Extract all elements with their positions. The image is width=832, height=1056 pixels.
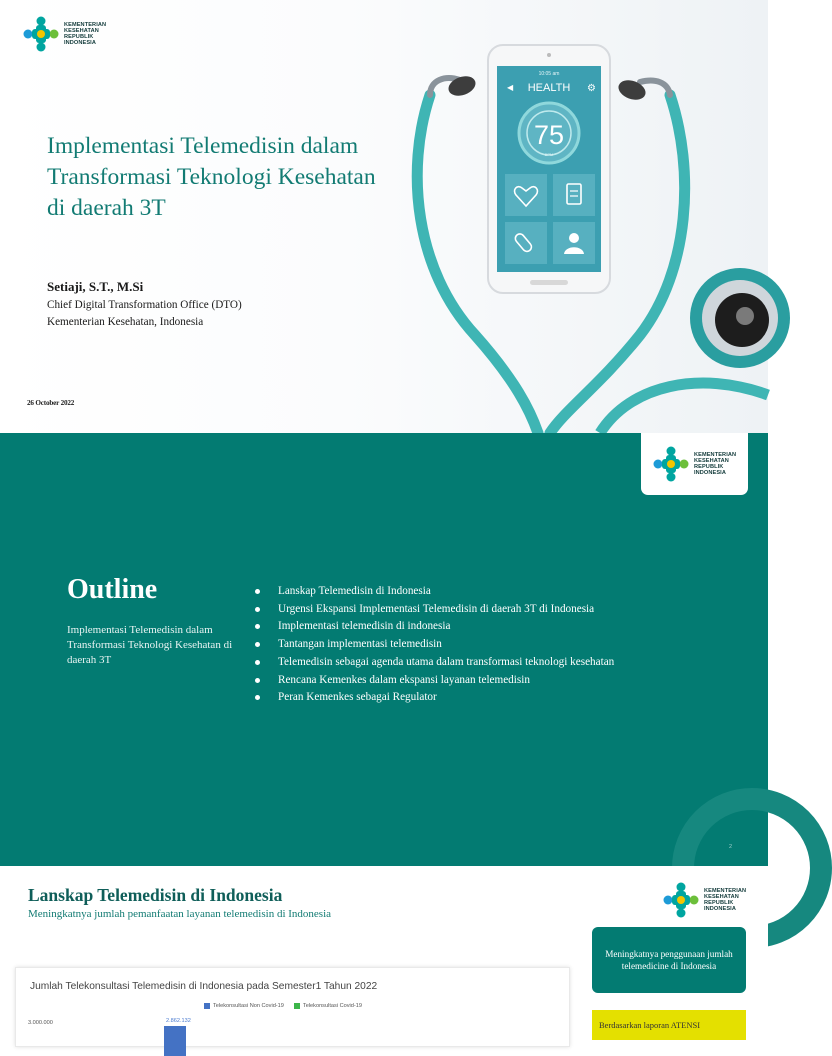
logo-line: REPUBLIK [704, 900, 734, 906]
callout-box: Meningkatnya penggunaan jumlah telemedicine di Indonesia [592, 927, 746, 993]
heart-rate-value: 75 [533, 120, 565, 150]
kemenkes-logo [662, 881, 746, 919]
title-slide [0, 0, 768, 433]
logo-card [641, 433, 748, 495]
bar-non-covid [164, 1026, 186, 1056]
kemenkes-logo-icon [22, 15, 60, 53]
landscape-slide [0, 866, 768, 1030]
chart-title: Jumlah Telekonsultasi Telemedisin di Indonesia pada Semester1 Tahun 2022 [30, 981, 378, 992]
kemenkes-logo-icon [652, 445, 690, 483]
legend-item-non-covid [204, 1003, 284, 1009]
logo-line: REPUBLIK [64, 34, 94, 40]
logo-line: INDONESIA [64, 40, 96, 47]
phone-tile [505, 222, 547, 264]
stethoscope-phone-illustration [400, 0, 768, 433]
legend-label: Telekonsultasi Covid-19 [302, 1003, 362, 1009]
title-line: Implementasi Telemedisin dalam [47, 133, 359, 159]
source-note-box [592, 1010, 746, 1040]
phone-tile [505, 174, 547, 216]
kemenkes-logo-text [704, 888, 746, 913]
telekonsultasi-chart [15, 967, 570, 1047]
logo-line: REPUBLIK [694, 464, 724, 470]
outline-item: Lanskap Telemedisin di Indonesia [254, 583, 614, 601]
legend-swatch-non-covid [204, 1003, 210, 1009]
logo-line: KEMENTERIAN [694, 451, 737, 458]
chart-legend [204, 1003, 362, 1009]
phone-status-time: 10:05 am [538, 71, 560, 77]
logo-line: INDONESIA [694, 470, 726, 477]
title-line: di daerah 3T [47, 195, 166, 221]
kemenkes-logo [652, 445, 736, 483]
presentation-date: 26 October 2022 [27, 399, 75, 407]
page-number: 2 [729, 844, 733, 850]
title-line: Transformasi Teknologi Kesehatan [47, 164, 376, 190]
bar-data-label: 2.862.132 [166, 1018, 191, 1024]
source-note-text: Berdasarkan laporan ATENSI [599, 1020, 701, 1030]
logo-line: KEMENTERIAN [64, 21, 107, 28]
heart-rate-unit: BPM [544, 152, 554, 157]
logo-line: KEMENTERIAN [704, 887, 747, 894]
outline-item: Urgensi Ekspansi Implementasi Telemedisin di daerah 3T di Indonesia [254, 601, 614, 619]
back-arrow-icon: ◀ [507, 83, 514, 92]
doctor-icon [569, 233, 579, 243]
outline-subtitle: Implementasi Telemedisin dalam Transformasi Teknologi Kesehatan di daerah 3T [67, 624, 233, 666]
author-role [47, 297, 242, 330]
kemenkes-logo-icon [662, 881, 700, 919]
outline-item: Rencana Kemenkes dalam ekspansi layanan telemedisin [254, 672, 614, 690]
role-line: Kementerian Kesehatan, Indonesia [47, 315, 204, 328]
legend-label: Telekonsultasi Non Covid-19 [213, 1003, 284, 1009]
legend-swatch-covid [294, 1003, 300, 1009]
y-tick-label: 3.000.000 [28, 1020, 53, 1026]
gear-icon: ⚙ [587, 83, 596, 94]
phone-tile [553, 174, 595, 216]
kemenkes-logo [22, 15, 106, 53]
role-line: Chief Digital Transformation Office (DTO) [47, 299, 242, 311]
outline-item: Implementasi telemedisin di indonesia [254, 618, 614, 636]
kemenkes-logo-text [694, 452, 736, 477]
slide-title: Lanskap Telemedisin di Indonesia [28, 885, 283, 905]
logo-line: KESEHATAN [694, 457, 729, 464]
outline-heading: Outline [67, 574, 158, 605]
slide-subtitle: Meningkatnya jumlah pemanfaatan layanan telemedisin di Indonesia [28, 908, 332, 920]
logo-line: KESEHATAN [64, 27, 99, 34]
outline-item: Peran Kemenkes sebagai Regulator [254, 689, 614, 707]
outline-item: Telemedisin sebagai agenda utama dalam transformasi teknologi kesehatan [254, 654, 614, 672]
outline-slide [0, 433, 768, 866]
presentation-title [47, 131, 427, 224]
logo-line: INDONESIA [704, 906, 736, 913]
phone-app-title: HEALTH [527, 82, 571, 94]
logo-line: KESEHATAN [704, 893, 739, 900]
outline-list [254, 583, 614, 707]
legend-item-covid [294, 1003, 362, 1009]
outline-item: Tantangan implementasi telemedisin [254, 636, 614, 654]
kemenkes-logo-text [64, 22, 106, 47]
author-name: Setiaji, S.T., M.Si [47, 279, 144, 294]
